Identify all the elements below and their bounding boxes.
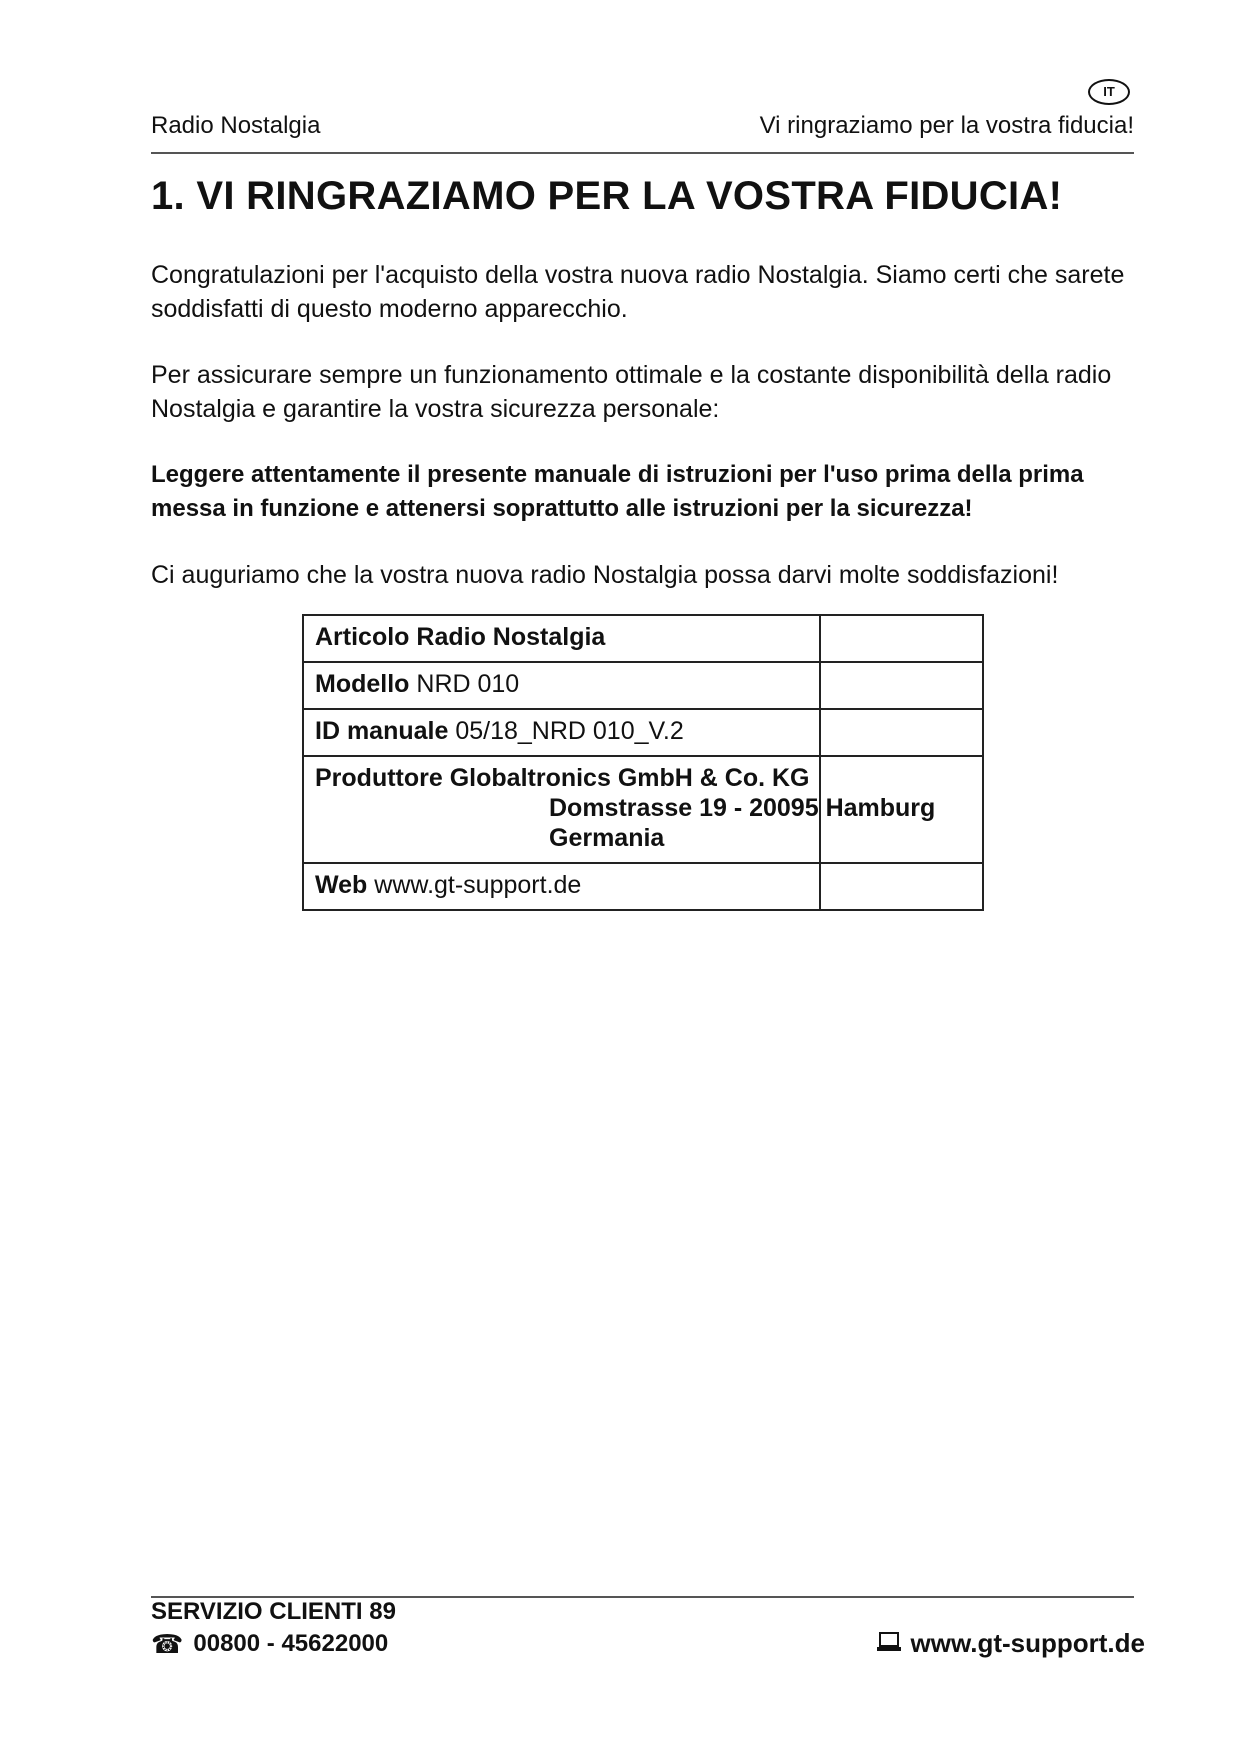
- intro-paragraph: Congratulazioni per l'acquisto della vostra nuova radio Nostalgia. Siamo certi che sarete soddisfatti di questo moderno apparecchio.: [151, 261, 1125, 323]
- table-row-manual: [303, 709, 983, 756]
- table-row-web: [303, 863, 983, 910]
- product-info-table: [302, 614, 984, 911]
- model-value: NRD 010: [416, 670, 520, 698]
- producer-street: Domstrasse 19 - 20095 Hamburg: [549, 794, 936, 822]
- header-product-name: Radio Nostalgia: [151, 112, 321, 139]
- warning-paragraph: Leggere attentamente il presente manuale di istruzioni per l'uso prima della prima messa in funzione e attenersi soprattutto alle istruzioni per la sicurezza!: [151, 461, 1084, 522]
- header-section-title: Vi ringraziamo per la vostra fiducia!: [759, 112, 1134, 139]
- website-link[interactable]: www.gt-support.de: [910, 1628, 1145, 1658]
- customer-service-block: [151, 1596, 396, 1660]
- model-label: Modello: [315, 670, 410, 698]
- web-value[interactable]: www.gt-support.de: [374, 871, 582, 899]
- header-divider: [151, 152, 1134, 154]
- manual-value: 05/18_NRD 010_V.2: [455, 717, 684, 745]
- table-row-article: [303, 615, 983, 662]
- table-row-producer: [303, 756, 983, 863]
- web-label: Web: [315, 871, 368, 899]
- phone-icon: ☎: [151, 1629, 184, 1659]
- page-title: 1. VI RINGRAZIAMO PER LA VOSTRA FIDUCIA!: [151, 174, 1063, 218]
- phone-number[interactable]: 00800 - 45622000: [193, 1630, 389, 1657]
- producer-country: Germania: [549, 824, 665, 852]
- phone-row: [151, 1628, 396, 1660]
- table-row-model: [303, 662, 983, 709]
- running-header: [151, 112, 1134, 140]
- producer-label: Produttore: [315, 764, 443, 792]
- website-block: [877, 1628, 1145, 1659]
- language-badge: IT: [1088, 79, 1130, 105]
- computer-icon: [877, 1628, 901, 1659]
- article-value: Radio Nostalgia: [416, 623, 606, 651]
- service-label: SERVIZIO CLIENTI 89: [151, 1598, 396, 1625]
- closing-paragraph: Ci auguriamo che la vostra nuova radio Nostalgia possa darvi molte soddisfazioni!: [151, 561, 1059, 589]
- manual-label: ID manuale: [315, 717, 449, 745]
- producer-name: Globaltronics GmbH & Co. KG: [449, 764, 810, 792]
- purpose-paragraph: Per assicurare sempre un funzionamento ottimale e la costante disponibilità della radio Nostalgia e garantire la vostra sicurezza personale:: [151, 361, 1112, 423]
- article-label: Articolo: [315, 623, 410, 651]
